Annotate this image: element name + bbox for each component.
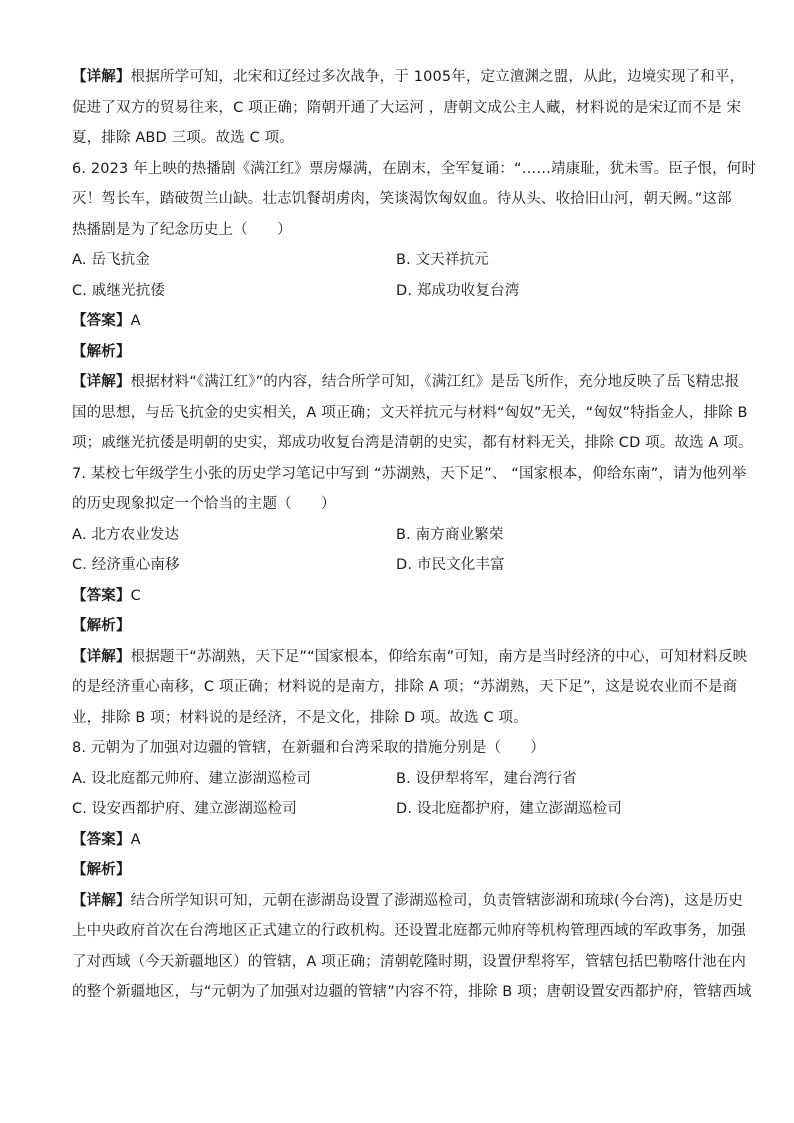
q6-detail-line: 项；戚继光抗倭是明朝的史实，郑成功收复台湾是清朝的史实，都有材料无关，排除 CD 项。故选 A 项。 xyxy=(72,435,753,451)
answer-value: C xyxy=(130,587,141,604)
q6-analysis-tag: 【解析】 xyxy=(72,343,131,360)
q7-option-a: A. 北方农业发达 xyxy=(72,526,180,543)
q8-detail-line: 了对西域（今天新疆地区）的管辖，A 项正确；清朝乾隆时期，设置伊犁将军，管辖包括巴勒喀什池在内 xyxy=(72,953,747,970)
q8-detail-line: 的整个新疆地区，与“元朝为了加强对边疆的管辖”内容不符，排除 B 项；唐朝设置安西都护府，管辖西域 xyxy=(72,984,752,1000)
detail-tag: 【详解】 xyxy=(72,374,131,390)
q8-option-c: C. 设安西都护府、建立澎湖巡检司 xyxy=(72,801,297,817)
q8-detail-line: 上中央政府首次在台湾地区正式建立的行政机构。还设置北庭都元帅府等机构管理西域的军政事务，加强 xyxy=(72,923,746,939)
q6-stem-line: 6. 2023 年上映的热播剧《满江红》票房爆满，在剧末，全军复诵：“……靖康耻，犹未雪。臣子恨，何时 xyxy=(72,160,757,177)
answer-tag: 【答案】 xyxy=(72,313,131,329)
q8-options-row xyxy=(72,764,724,795)
q6-stem-line: 热播剧是为了纪念历史上（ ） xyxy=(72,221,292,238)
q8-option-b: B. 设伊犁将军，建台湾行省 xyxy=(396,770,577,787)
detail-tag: 【详解】 xyxy=(72,69,131,85)
q7-analysis-tag: 【解析】 xyxy=(72,618,131,634)
q8-option-a: A. 设北庭都元帅府、建立澎湖巡检司 xyxy=(72,770,312,787)
answer-tag: 【答案】 xyxy=(72,831,131,848)
q8-analysis-tag: 【解析】 xyxy=(72,862,131,878)
q7-stem-line: 的历史现象拟定一个恰当的主题（ ） xyxy=(72,496,336,512)
q6-answer xyxy=(72,306,724,337)
answer-value: A xyxy=(130,313,141,329)
q7-option-c: C. 经济重心南移 xyxy=(72,557,180,573)
answer-value: A xyxy=(130,831,141,848)
q6-option-b: B. 文天祥抗元 xyxy=(396,252,489,268)
q7-options-row xyxy=(72,550,724,581)
document-page xyxy=(72,62,757,1008)
q5-detail-line: 促进了双方的贸易往来，C 项正确；隋朝开通了大运河 ，唐朝文成公主人藏，材料说的是宋辽而不是 宋 xyxy=(72,99,742,116)
q6-detail-line: 【详解】根据材料“《满江红》”的内容，结合所学可知，《满江红》是岳飞所作，充分地反映了岳飞精忠报 xyxy=(72,374,740,390)
q6-option-a: A. 岳飞抗金 xyxy=(72,252,150,268)
q8-answer xyxy=(72,825,724,856)
q7-detail-line: 的是经济重心南移，C 项正确；材料说的是南方，排除 A 项；“苏湖熟，天下足”，这是说农业而不是商 xyxy=(72,679,738,695)
q7-answer xyxy=(72,581,724,612)
detail-tag: 【详解】 xyxy=(72,892,131,909)
q6-detail-line: 国的思想，与岳飞抗金的史实相关，A 项正确；文天祥抗元与材料“匈奴”无关，“匈奴”特指金人，排除 B xyxy=(72,404,748,421)
q8-options-row xyxy=(72,794,724,825)
q7-detail-line: 业，排除 B 项；材料说的是经济，不是文化，排除 D 项。故选 C 项。 xyxy=(72,709,528,726)
q7-options-row xyxy=(72,520,724,551)
detail-tag: 【详解】 xyxy=(72,648,131,665)
q8-detail-line: 【详解】结合所学知识可知，元朝在澎湖岛设置了澎湖巡检司，负责管辖澎湖和琉球(今台湾)，这是历史 xyxy=(72,892,743,909)
q6-stem-line: 灭！驾长车，踏破贺兰山缺。壮志饥餐胡虏肉，笑谈渴饮匈奴血。待从头、收拾旧山河，朝天阙。”这部 xyxy=(72,191,732,207)
q6-options-row xyxy=(72,276,724,307)
answer-tag: 【答案】 xyxy=(72,587,131,604)
q7-option-b: B. 南方商业繁荣 xyxy=(396,526,504,543)
q8-option-d: D. 设北庭都护府，建立澎湖巡检司 xyxy=(396,801,622,817)
q6-options-row xyxy=(72,245,724,276)
q6-option-d: D. 郑成功收复台湾 xyxy=(396,282,520,299)
q7-detail-line: 【详解】根据题干“苏湖熟，天下足”“国家根本，仰给东南”可知，南方是当时经济的中心，可知材料反映 xyxy=(72,648,748,665)
q7-stem-line: 7. 某校七年级学生小张的历史学习笔记中写到 “苏湖熟，天下足”、 “国家根本，仰给东南”，请为他列举 xyxy=(72,465,747,482)
q5-detail-line: 夏，排除 ABD 三项。故选 C 项。 xyxy=(72,130,294,146)
q8-stem-line: 8. 元朝为了加强对边疆的管辖，在新疆和台湾采取的措施分别是（ ） xyxy=(72,740,546,756)
q7-option-d: D. 市民文化丰富 xyxy=(396,557,505,573)
q5-detail-line: 【详解】根据所学可知，北宋和辽经过多次战争，于 1005年，定立澶渊之盟，从此，边境实现了和平， xyxy=(72,69,745,85)
q6-option-c: C. 戚继光抗倭 xyxy=(72,282,166,299)
